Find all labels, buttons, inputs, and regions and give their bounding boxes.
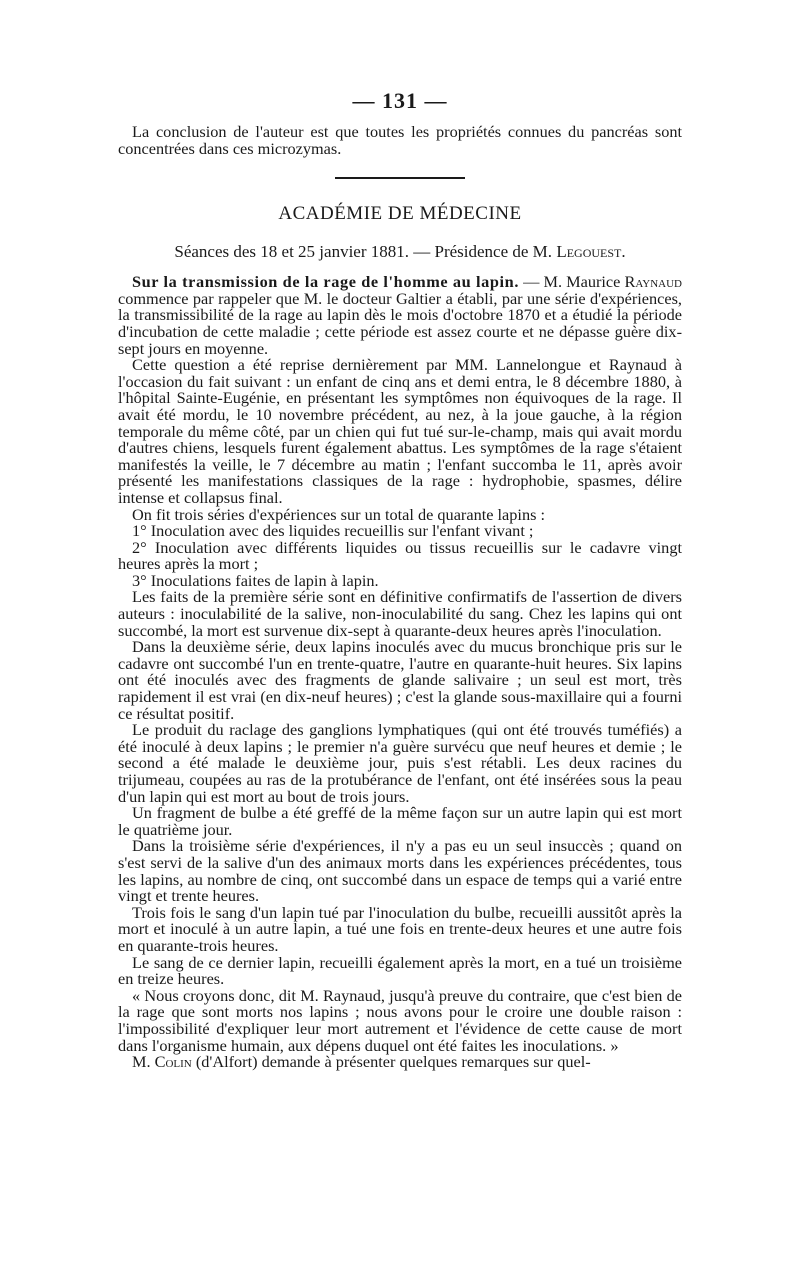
final-line-prefix: M. [132,1052,155,1072]
final-line-text: (d'Alfort) demande à présenter quelques remarques sur quel- [191,1052,591,1072]
section-divider [335,177,465,179]
final-line-name: Colin [154,1052,192,1072]
article-title: Sur la transmission de la rage de l'homme au lapin. [132,272,519,292]
session-text: Séances des 18 et 25 janvier 1881. — Présidence de M. [174,242,553,262]
paragraph: Le sang de ce dernier lapin, recueilli également après la mort, en a tué un troisième en treize heures. [118,952,682,989]
list-item: 3° Inoculations faites de lapin à lapin. [132,570,379,590]
intro-paragraph: La conclusion de l'auteur est que toutes les propriétés connues du pancréas sont concentrées dans ces microzymas. [118,122,682,158]
final-line [118,1054,682,1071]
paragraph: Le produit du raclage des ganglions lymphatiques (qui ont été trouvés tuméfiés) a été inoculé à deux lapins ; le premier n'a guère survécu que neuf heures et demie ; le second a été malade le deuxième jour, puis s'est rétabli. Les deux racines du trijumeau, coupées au ras de la protubérance de l'enfant, ont été insérées sous la peau d'un lapin qui est mort au bout de trois jours. [118,720,682,806]
session-line [118,242,682,262]
article-dash: — M. Maurice [519,272,625,292]
paragraph: Un fragment de bulbe a été greffé de la même façon sur un autre lapin qui est mort le quatrième jour. [118,803,682,839]
list-item: 1° Inoculation avec des liquides recueillis sur l'enfant vivant ; [132,521,534,541]
paragraph: Les faits de la première série sont en définitive confirmatifs de l'assertion de divers auteurs : inoculabilité de la salive, non-inoculabilité du sang. Chez les lapins qui ont succombé, la mort est survenue dix-sept à quarante-deux heures après l'inoculation. [118,587,682,640]
session-president: Legouest [556,242,622,262]
article-opening-paragraph [118,274,682,357]
article-author: Raynaud [624,272,682,292]
paragraph: Dans la troisième série d'expériences, il n'y a pas eu un seul insuccès ; quand on s'est servi de la salive d'un des animaux morts dans les expériences précédentes, tous les lapins, au nombre de cinq, ont succombé dans un espace de temps qui a varié entre vingt et trente heures. [118,836,682,906]
paragraph: Cette question a été reprise dernièrement par MM. Lannelongue et Raynaud à l'occasion du fait suivant : un enfant de cinq ans et demi entra, le 8 décembre 1880, à l'hôpital Sainte-Eugénie, en présentant les symptômes non équivoques de la rage. Il avait été mordu, le 10 novembre précédent, au nez, à la joue gauche, à la région temporale du même côté, par un chien qui fut tué sur-le-champ, mais qui avait mordu d'autres chiens, lesquels furent également abattus. Les symptômes de la rage s'étaient manifestés la veille, le 7 décembre au matin ; l'enfant succomba le 11, après avoir présenté les manifestations classiques de la rage : hydrophobie, spasmes, délire intense et collapsus final. [118,355,682,507]
page-number: — 131 — [352,88,448,113]
paragraph: Trois fois le sang d'un lapin tué par l'inoculation du bulbe, recueilli aussitôt après la mort et inoculé à un autre lapin, a tué une fois en trente-deux heures et une autre fois en quarante-trois heures. [118,902,682,955]
session-suffix: . [621,242,626,262]
quotation-paragraph: « Nous croyons donc, dit M. Raynaud, jusqu'à preuve du contraire, que c'est bien de la rage que sont morts nos lapins ; nous avons pour le croire une double raison : l'impossibilité d'expliquer leur mort autrement et l'évidence de cette cause de mort dans l'organisme humain, aux dépens duquel ont été faites les inoculations. » [118,985,682,1055]
list-item: 2° Inoculation avec différents liquides ou tissus recueillis sur le cadavre vingt heures après la mort ; [118,537,682,574]
article-opening-text: commence par rappeler que M. le docteur Galtier a établi, par une série d'expériences, la transmissibilité de la rage au lapin dès le mois d'octobre 1870 et a étudié la période d'incubation de cette maladie ; cette période est assez courte et ne dépasse guère dix-sept jours en moyenne. [118,288,682,358]
section-title: ACADÉMIE DE MÉDECINE [278,203,522,225]
paragraph: On fit trois séries d'expériences sur un total de quarante lapins : [132,504,546,524]
paragraph: Dans la deuxième série, deux lapins inoculés avec du mucus bronchique pris sur le cadavre ont succombé l'un en trente-quatre, l'autre en quarante-huit heures. Six lapins ont été inoculés avec des fragments de glande salivaire ; un seul est mort, très rapidement il est vrai (en dix-neuf heures) ; c'est la glande sous-maxillaire qui a fourni ce résultat positif. [118,637,682,723]
